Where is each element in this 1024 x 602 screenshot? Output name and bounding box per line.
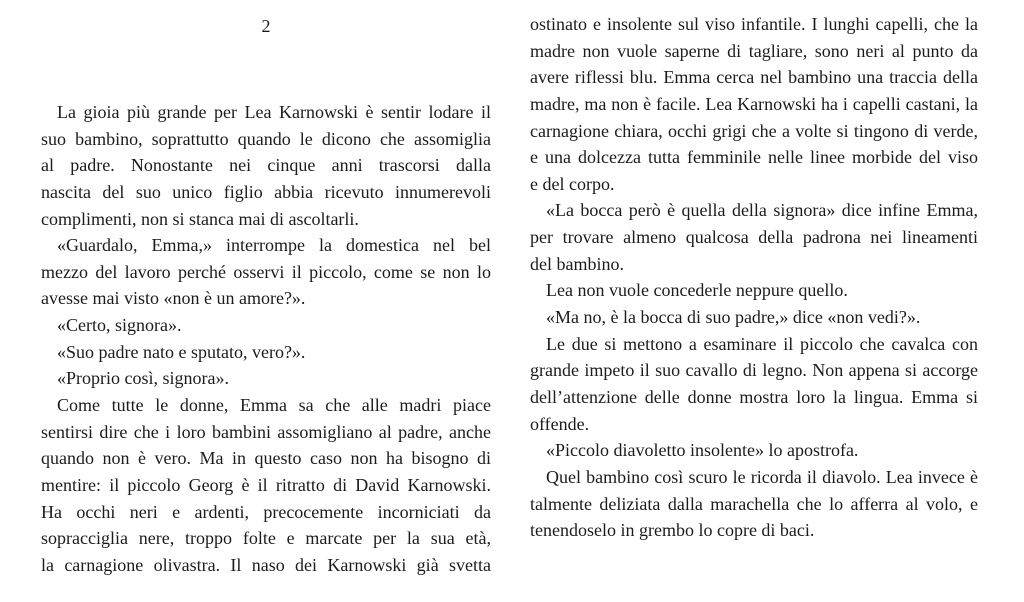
text-line: tenendoselo in grembo lo copre di baci. xyxy=(530,520,815,541)
text-line: e una dolcezza tutta femminile nelle linee morbide del viso xyxy=(530,147,978,168)
text-line: «Certo, signora». xyxy=(57,315,182,336)
text-line: suo bambino, soprattutto quando le dicono che assomiglia xyxy=(41,128,491,149)
text-line: madre non vuole saperne di tagliare, sono neri al punto da xyxy=(530,40,978,61)
text-line: avesse mai visto «non è un amore?». xyxy=(41,288,306,309)
text-line: «La bocca però è quella della signora» dice infine Emma, xyxy=(546,200,978,221)
text-line: complimenti, non si stanca mai di ascoltarli. xyxy=(41,208,359,229)
text-line: e del corpo. xyxy=(530,173,615,194)
text-line: «Suo padre nato e sputato, vero?». xyxy=(57,341,306,362)
text-line: mezzo del lavoro perché osservi il piccolo, come se non lo xyxy=(41,261,491,282)
text-column-right xyxy=(530,11,978,544)
text-line: avere riflessi blu. Emma cerca nel bambino una traccia della xyxy=(530,67,978,88)
text-line: per trovare almeno qualcosa della padrona nei lineamenti xyxy=(530,227,978,248)
text-column-left xyxy=(41,99,491,579)
text-line: del bambino. xyxy=(530,253,624,274)
text-line: offende. xyxy=(530,413,590,434)
text-line: Lea non vuole concederle neppure quello. xyxy=(546,280,848,301)
text-line: la carnagione olivastra. Il naso dei Karnowski già svetta xyxy=(41,554,491,575)
text-line: grande impeto il suo cavallo di legno. Non appena si accorge xyxy=(530,360,978,381)
text-line: quando non è vero. Ma in questo caso non ha bisogno di xyxy=(41,448,491,469)
text-line: madre, ma non è facile. Lea Karnowski ha i capelli castani, la xyxy=(530,93,978,114)
text-line: Quel bambino così scuro le ricorda il diavolo. Lea invece è xyxy=(546,466,978,487)
text-line: carnagione chiara, occhi grigi che a volte si tingono di verde, xyxy=(530,120,978,141)
text-line: ostinato e insolente sul viso infantile. I lunghi capelli, che la xyxy=(530,14,978,34)
text-line: al padre. Nonostante nei cinque anni trascorsi dalla xyxy=(41,155,491,176)
text-line: «Ma no, è la bocca di suo padre,» dice «non vedi?». xyxy=(546,307,921,328)
text-line: dell’attenzione delle donne mostra loro la lingua. Emma si xyxy=(530,386,978,407)
text-line: «Guardalo, Emma,» interrompe la domestica nel bel xyxy=(57,235,491,256)
text-line: «Proprio così, signora». xyxy=(57,368,229,389)
text-line: Come tutte le donne, Emma sa che alle madri piace xyxy=(57,395,491,416)
text-line: «Piccolo diavoletto insolente» lo apostrofa. xyxy=(546,440,859,461)
text-line: nascita del suo unico figlio abbia ricevuto innumerevoli xyxy=(41,181,491,202)
text-line: sentirsi dire che i loro bambini assomigliano al padre, anche xyxy=(41,421,491,442)
text-line: Ha occhi neri e ardenti, precocemente incorniciati da xyxy=(41,501,491,522)
text-line: La gioia più grande per Lea Karnowski è sentir lodare il xyxy=(57,102,491,122)
text-line: talmente deliziata dalla marachella che lo afferra al volo, e xyxy=(530,493,978,514)
chapter-number: 2 xyxy=(261,16,271,36)
text-line: Le due si mettono a esaminare il piccolo che cavalca con xyxy=(546,333,978,354)
text-line: sopracciglia nere, troppo folte e marcate per la sua età, xyxy=(41,528,491,549)
text-line: mentire: il piccolo Georg è il ritratto di David Karnowski. xyxy=(41,474,491,495)
